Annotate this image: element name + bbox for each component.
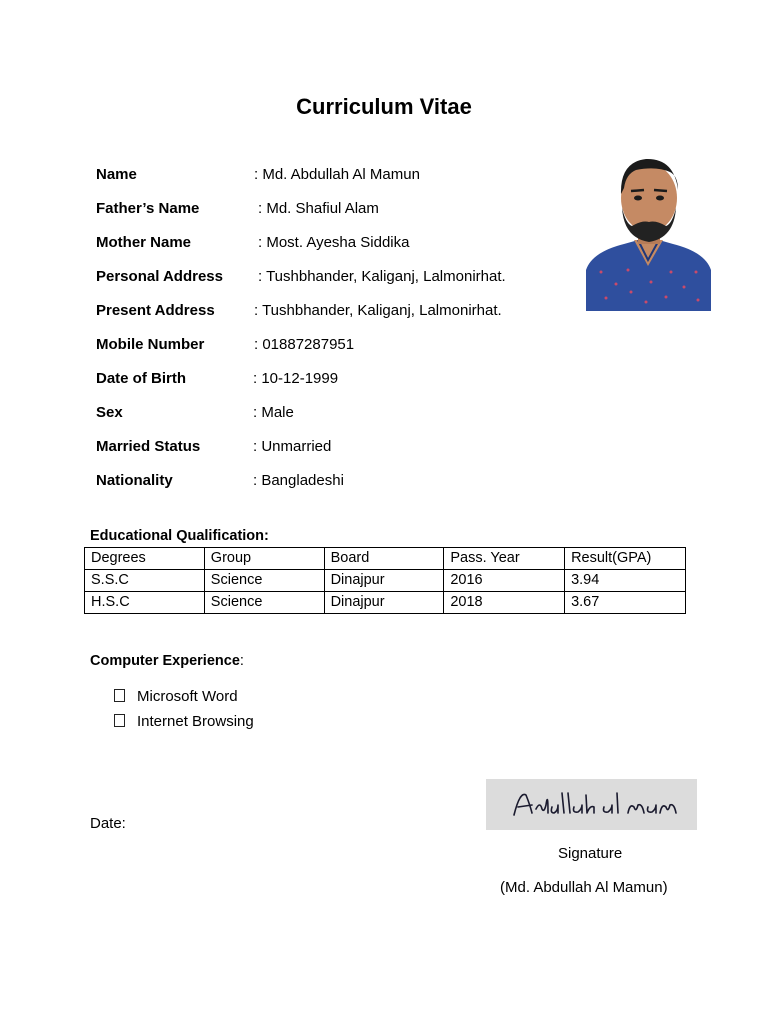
signature-image	[486, 779, 697, 830]
checkbox-icon	[114, 714, 125, 727]
info-label: Nationality	[96, 472, 173, 489]
info-value: : 01887287951	[254, 336, 355, 353]
profile-photo	[586, 142, 711, 311]
info-value: : Md. Abdullah Al Mamun	[254, 166, 420, 183]
table-cell: Dinajpur	[324, 570, 444, 592]
table-cell: Dinajpur	[324, 592, 444, 614]
info-value: : 10-12-1999	[253, 370, 339, 387]
info-value: : Unmarried	[253, 438, 332, 455]
computer-heading-text: Computer Experience	[90, 653, 240, 669]
table-header-cell: Result(GPA)	[565, 548, 686, 570]
table-cell: Science	[204, 570, 324, 592]
table-row	[85, 592, 686, 614]
skill-label: Internet Browsing	[137, 713, 254, 730]
info-label: Sex	[96, 404, 123, 421]
info-label: Present Address	[96, 302, 215, 319]
table-cell: H.S.C	[85, 592, 205, 614]
handwritten-signature	[486, 779, 697, 830]
info-value: : Most. Ayesha Siddika	[258, 234, 410, 251]
list-item	[114, 713, 254, 730]
page-title: Curriculum Vitae	[296, 94, 472, 119]
info-value: : Md. Shafiul Alam	[258, 200, 379, 217]
education-heading: Educational Qualification:	[90, 528, 269, 544]
table-header-cell: Degrees	[85, 548, 205, 570]
info-label: Name	[96, 166, 137, 183]
info-label: Mobile Number	[96, 336, 205, 353]
table-row	[85, 570, 686, 592]
education-table	[84, 547, 686, 614]
info-label: Father’s Name	[96, 200, 200, 217]
table-header-row	[85, 548, 686, 570]
table-cell: 2016	[444, 570, 565, 592]
table-cell: Science	[204, 592, 324, 614]
info-label: Mother Name	[96, 234, 192, 251]
table-header-cell: Group	[204, 548, 324, 570]
info-label: Personal Address	[96, 268, 223, 285]
signature-label: Signature	[558, 845, 623, 862]
info-value: : Male	[253, 404, 294, 421]
computer-heading	[90, 653, 244, 669]
checkbox-icon	[114, 689, 125, 702]
info-value: : Tushbhander, Kaliganj, Lalmonirhat.	[258, 268, 506, 285]
info-value: : Bangladeshi	[253, 472, 344, 489]
list-item	[114, 688, 238, 705]
info-label: Date of Birth	[96, 370, 186, 387]
signature-name: (Md. Abdullah Al Mamun)	[500, 879, 668, 896]
table-cell: S.S.C	[85, 570, 205, 592]
info-label: Married Status	[96, 438, 201, 455]
portrait-illustration	[586, 142, 711, 311]
table-cell: 3.67	[565, 592, 686, 614]
info-value: : Tushbhander, Kaliganj, Lalmonirhat.	[254, 302, 502, 319]
computer-heading-colon: :	[239, 653, 244, 669]
table-cell: 3.94	[565, 570, 686, 592]
table-cell: 2018	[444, 592, 565, 614]
table-header-cell: Board	[324, 548, 444, 570]
date-label: Date:	[90, 815, 126, 832]
table-header-cell: Pass. Year	[444, 548, 565, 570]
skill-label: Microsoft Word	[137, 688, 238, 705]
